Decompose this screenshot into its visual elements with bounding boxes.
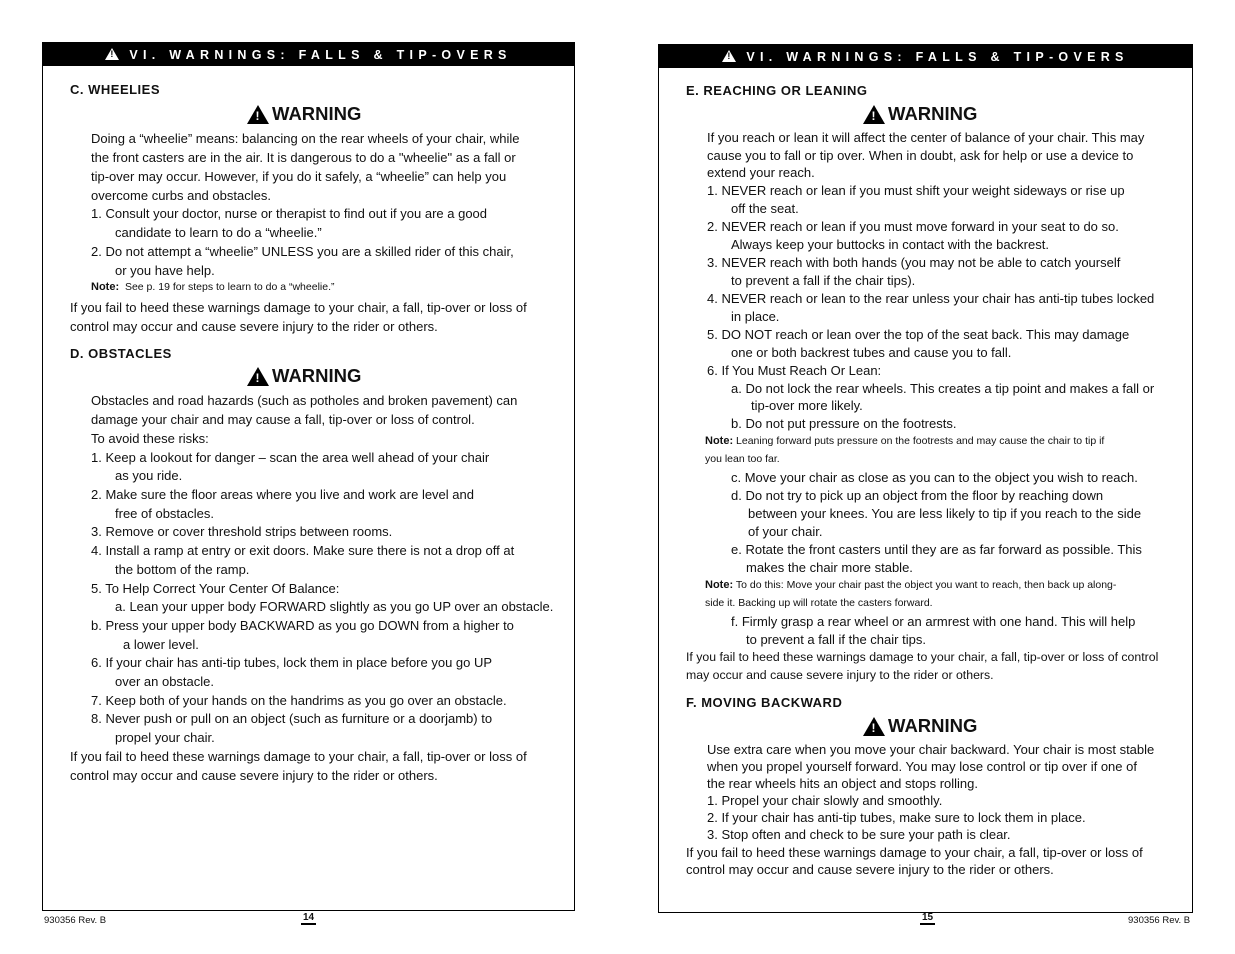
list-item: 1. Keep a lookout for danger – scan the area well ahead of your chair [91,450,490,465]
text-line: If you reach or lean it will affect the center of balance of your chair. This may [707,130,1145,145]
list-item: 6. If You Must Reach Or Lean: [707,363,882,378]
list-item: 2. If your chair has anti-tip tubes, make sure to lock them in place. [707,810,1086,825]
fail-warning-text: control may occur and cause severe injury to the rider or others. [70,319,438,334]
text-line: Use extra care when you move your chair backward. Your chair is most stable [707,742,1155,757]
section-banner: ! VI. WARNINGS: FALLS & TIP-OVERS [43,43,574,66]
sub-list-item: b. Press your upper body BACKWARD as you go DOWN from a higher to [91,618,514,633]
fail-warning-text: may occur and cause severe injury to the rider or others. [686,668,994,682]
warning-heading: ! WARNING [247,365,361,387]
text-line: damage your chair and may cause a fall, tip-over or loss of control. [91,412,475,427]
list-item-cont: as you ride. [115,468,183,483]
text-line: Obstacles and road hazards (such as potholes and broken pavement) can [91,393,518,408]
text-line: To avoid these risks: [91,431,209,446]
list-item: 5. DO NOT reach or lean over the top of the seat back. This may damage [707,327,1130,342]
list-item: 7. Keep both of your hands on the handrims as you go over an obstacle. [91,693,507,708]
list-item: 5. To Help Correct Your Center Of Balance: [91,581,340,596]
list-item: 1. Consult your doctor, nurse or therapist to find out if you are a good [91,206,488,221]
list-item: 2. Make sure the floor areas where you live and work are level and [91,487,474,502]
sub-list-item: a. Lean your upper body FORWARD slightly as you go UP over an obstacle. [115,599,554,614]
list-item: 3. Remove or cover threshold strips between rooms. [91,524,393,539]
warning-triangle-icon [722,50,736,62]
list-item: 8. Never push or pull on an object (such as furniture or a doorjamb) to [91,711,493,726]
list-item-cont: to prevent a fall if the chair tips). [731,273,916,288]
list-item-cont: propel your chair. [115,730,215,745]
fail-warning-text: control may occur and cause severe injury to the rider or others. [70,768,438,783]
text-line: tip-over may occur. However, if you do it safely, a “wheelie” can help you [91,169,507,184]
list-item-cont: Always keep your buttocks in contact with the backrest. [731,237,1049,252]
fail-warning-text: If you fail to heed these warnings damage to your chair, a fall, tip-over or loss of [686,845,1143,860]
list-item: 1. NEVER reach or lean if you must shift your weight sideways or rise up [707,183,1125,198]
section-banner: ! VI. WARNINGS: FALLS & TIP-OVERS [659,45,1192,68]
list-item-cont: one or both backrest tubes and cause you to fall. [731,345,1012,360]
text-line: the front casters are in the air. It is dangerous to do a "wheelie" as a fall or [91,150,516,165]
list-item-cont: in place. [731,309,780,324]
list-item: 2. Do not attempt a “wheelie” UNLESS you are a skilled rider of this chair, [91,244,514,259]
page-number: 15 [922,912,934,923]
sub-list-item-cont: makes the chair more stable. [746,560,913,575]
sub-list-item: b. Do not put pressure on the footrests. [731,416,957,431]
text-line: the rear wheels hits an object and stops rolling. [707,776,978,791]
list-item-cont: the bottom of the ramp. [115,562,250,577]
section-heading-wheelies: C. WHEELIES [70,82,161,97]
list-item: 4. NEVER reach or lean to the rear unless your chair has anti-tip tubes locked [707,291,1155,306]
footer-doc-code: 930356 Rev. B [1128,915,1191,926]
section-heading-moving-backward: F. MOVING BACKWARD [686,695,843,710]
warning-triangle-icon [247,367,269,386]
section-heading-obstacles: D. OBSTACLES [70,346,172,361]
list-item: 4. Install a ramp at entry or exit doors. Make sure there is not a drop off at [91,543,515,558]
sub-list-item: c. Move your chair as close as you can to the object you wish to reach. [731,470,1138,485]
list-item: 3. Stop often and check to be sure your path is clear. [707,827,1011,842]
warning-triangle-icon [105,48,119,60]
sub-list-item-cont: between your knees. You are less likely to tip if you reach to the side [748,506,1142,521]
sub-list-item: d. Do not try to pick up an object from the floor by reaching down [731,488,1104,503]
list-item: 2. NEVER reach or lean if you must move forward in your seat to do so. [707,219,1119,234]
text-line: Doing a “wheelie” means: balancing on the rear wheels of your chair, while [91,131,520,146]
text-line: extend your reach. [707,165,815,180]
warning-triangle-icon [863,717,885,736]
sub-list-item-cont: tip-over more likely. [751,398,863,413]
note: Note: Leaning forward puts pressure on the footrests and may cause the chair to tip if [705,435,1105,447]
page-number: 14 [303,912,315,923]
text-line: overcome curbs and obstacles. [91,188,271,203]
sub-list-item-cont: to prevent a fall if the chair tips. [746,632,926,647]
section-heading-reaching: E. REACHING OR LEANING [686,83,868,98]
warning-heading: ! WARNING [863,715,977,737]
warning-triangle-icon [863,105,885,124]
fail-warning-text: control may occur and cause severe injury to the rider or others. [686,862,1054,877]
list-item: 1. Propel your chair slowly and smoothly. [707,793,943,808]
text-line: cause you to fall or tip over. When in doubt, ask for help or use a device to [707,148,1134,163]
list-item-cont: off the seat. [731,201,799,216]
footer-doc-code: 930356 Rev. B [44,915,107,926]
sub-list-item: a. Do not lock the rear wheels. This creates a tip point and makes a fall or [731,381,1155,396]
note: Note: See p. 19 for steps to learn to do a “wheelie.” [91,281,335,293]
list-item-cont: candidate to learn to do a “wheelie.” [115,225,322,240]
sub-list-item-cont: of your chair. [748,524,823,539]
fail-warning-text: If you fail to heed these warnings damage to your chair, a fall, tip-over or loss of [70,749,527,764]
list-item: 6. If your chair has anti-tip tubes, lock them in place before you go UP [91,655,493,670]
left-page [42,42,575,911]
warning-heading: ! WARNING [863,103,977,125]
list-item: 3. NEVER reach with both hands (you may not be able to catch yourself [707,255,1121,270]
warning-triangle-icon [247,105,269,124]
note-cont: you lean too far. [705,453,780,465]
warning-heading: ! WARNING [247,103,361,125]
sub-list-item: f. Firmly grasp a rear wheel or an armrest with one hand. This will help [731,614,1136,629]
fail-warning-text: If you fail to heed these warnings damage to your chair, a fall, tip-over or loss of control [686,650,1159,664]
note: Note: To do this: Move your chair past the object you want to reach, then back up along- [705,579,1117,591]
sub-list-item: e. Rotate the front casters until they are as far forward as possible. This [731,542,1142,557]
right-page [658,44,1193,913]
list-item-cont: over an obstacle. [115,674,215,689]
sub-list-item-cont: a lower level. [123,637,199,652]
list-item-cont: free of obstacles. [115,506,214,521]
fail-warning-text: If you fail to heed these warnings damage to your chair, a fall, tip-over or loss of [70,300,527,315]
text-line: when you propel yourself forward. You may lose control or tip over if one of [707,759,1137,774]
note-cont: side it. Backing up will rotate the casters forward. [705,597,933,609]
list-item-cont: or you have help. [115,263,215,278]
